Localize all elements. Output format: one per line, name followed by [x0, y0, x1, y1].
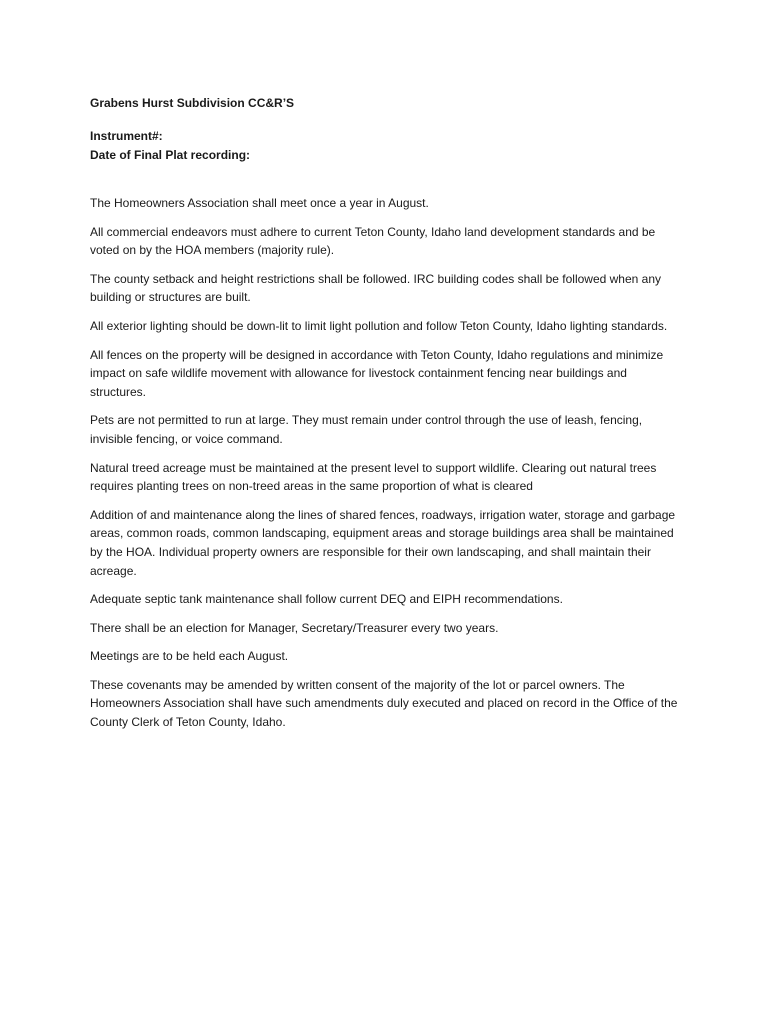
paragraph-election: There shall be an election for Manager, Secretary/Treasurer every two years.	[90, 620, 499, 635]
paragraph-fences: All fences on the property will be designed in accordance with Teton County, Idaho regulations and minimize impact on safe wildlife movement with allowance for livestock containment fencing near buildings and structures.	[90, 347, 664, 399]
instrument-label: Instrument#:	[90, 129, 163, 143]
paragraph-amendments: These covenants may be amended by written consent of the majority of the lot or parcel owners. The Homeowners Association shall have such amendments duly executed and placed on record in the Office of the County Clerk of Teton County, Idaho.	[90, 677, 678, 730]
paragraph-septic: Adequate septic tank maintenance shall follow current DEQ and EIPH recommendations.	[90, 592, 563, 607]
document-body	[90, 94, 682, 742]
recording-info	[90, 127, 682, 164]
plat-recording-label: Date of Final Plat recording:	[90, 147, 251, 162]
paragraph-pets: Pets are not permitted to run at large. They must remain under control through the use of leash, fencing, invisible fencing, or voice command.	[90, 413, 643, 446]
paragraph-treed-acreage: Natural treed acreage must be maintained at the present level to support wildlife. Clearing out natural trees requires planting trees on non-treed areas in the same proportion of what is cleared	[90, 460, 657, 494]
paragraph-annual-meeting: The Homeowners Association shall meet once a year in August.	[90, 196, 429, 210]
paragraph-exterior-lighting: All exterior lighting should be down-lit to limit light pollution and follow Teton County, Idaho lighting standards.	[90, 318, 668, 333]
paragraph-setback-restrictions: The county setback and height restrictions shall be followed. IRC building codes shall be followed when any building or structures are built.	[90, 271, 661, 305]
paragraph-meetings: Meetings are to be held each August.	[90, 649, 289, 664]
paragraph-shared-maintenance: Addition of and maintenance along the lines of shared fences, roadways, irrigation water, storage and garbage areas, common roads, common landscaping, equipment areas and storage buildings area shall be maintained by the HOA. Individual property owners are responsible for their own landscaping, and shall maintain their acreage.	[90, 507, 676, 578]
document-title: Grabens Hurst Subdivision CC&R’S	[90, 96, 295, 110]
paragraph-commercial-endeavors: All commercial endeavors must adhere to current Teton County, Idaho land development standards and be voted on by the HOA members (majority rule).	[90, 224, 656, 258]
